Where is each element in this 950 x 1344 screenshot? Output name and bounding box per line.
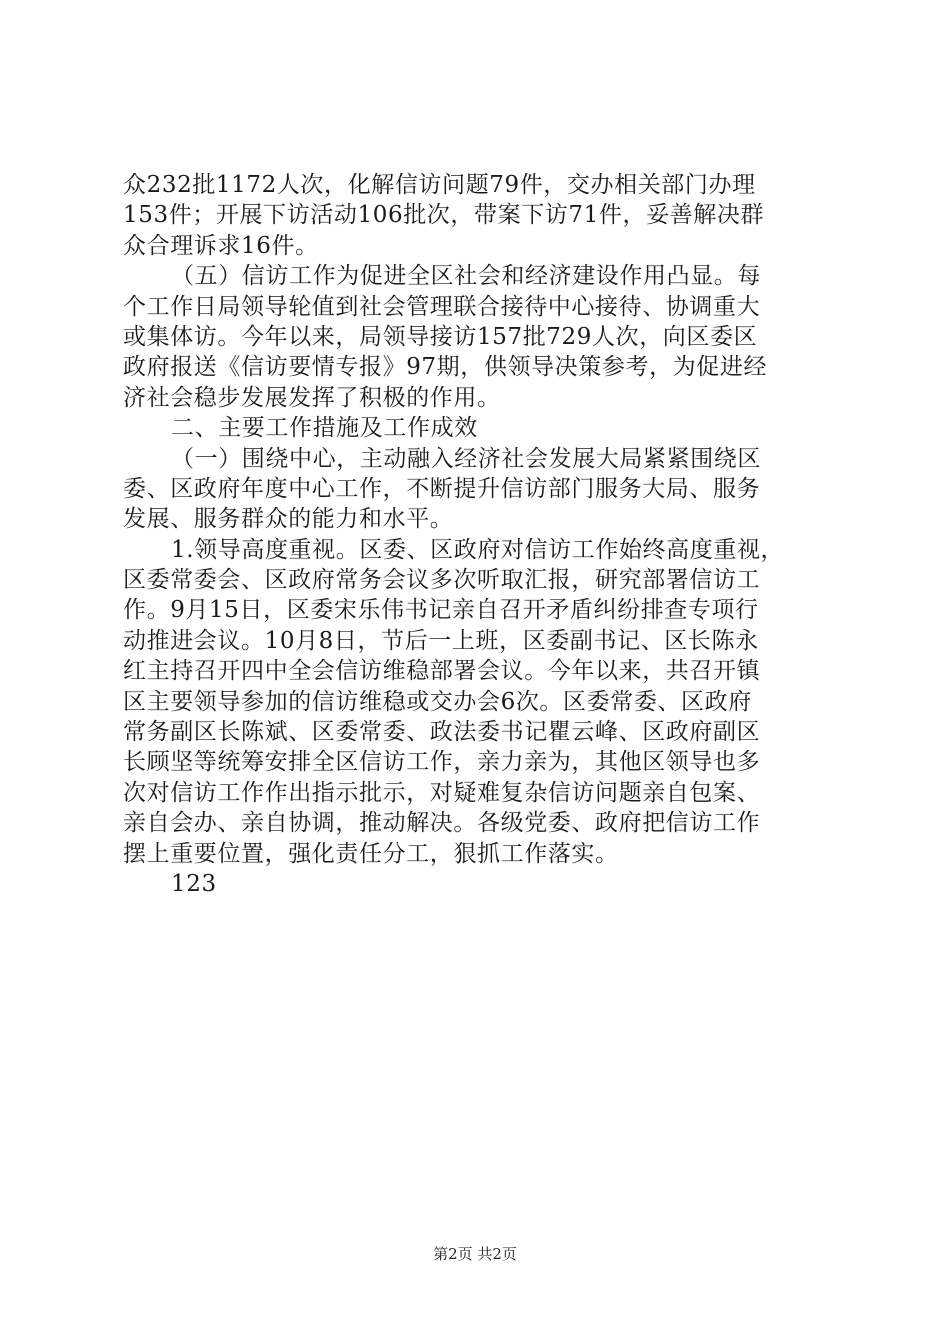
text-line: 摆上重要位置，强化责任分工，狠抓工作落实。 [123,840,619,867]
text-line: 常务副区长陈斌、区委常委、政法委书记瞿云峰、区政府副区 [123,719,761,746]
text-line: 二、主要工作措施及工作成效 [171,415,478,442]
text-line: 作。9月15日，区委宋乐伟书记亲自召开矛盾纠纷排查专项行 [123,597,759,624]
text-line: 动推进会议。10月8日，节后一上班，区委副书记、区长陈永 [123,627,759,654]
text-line: 政府报送《信访要情专报》97期，供领导决策参考，为促进经 [123,354,768,381]
text-line: 或集体访。今年以来，局领导接访157批729人次，向区委区 [123,323,758,350]
text-line: 153件；开展下访活动106批次，带案下访71件，妥善解决群 [123,202,765,229]
text-line: 发展、服务群众的能力和水平。 [123,506,454,533]
page-footer: 第2页 共2页 [433,1245,517,1263]
text-line: 区主要领导参加的信访维稳或交办会6次。区委常委、区政府 [123,688,752,715]
text-line: 次对信访工作作出指示批示，对疑难复杂信访问题亲自包案、 [123,779,761,806]
text-line: 1.领导高度重视。区委、区政府对信访工作始终高度重视， [171,536,785,563]
text-line: 众合理诉求16件。 [123,232,319,259]
text-line: 众232批1172人次，化解信访问题79件，交办相关部门办理 [123,172,756,198]
text-line: 区委常委会、区政府常务会议多次听取汇报，研究部署信访工 [123,567,761,594]
text-line: 济社会稳步发展发挥了积极的作用。 [123,384,501,411]
text-line: （一）围绕中心，主动融入经济社会发展大局紧紧围绕区 [171,445,761,472]
text-line: 委、区政府年度中心工作，不断提升信访部门服务大局、服务 [123,475,761,502]
text-line: 个工作日局领导轮值到社会管理联合接待中心接待、协调重大 [123,293,761,320]
text-line: （五）信访工作为促进全区社会和经济建设作用凸显。每 [171,263,761,290]
text-line: 亲自会办、亲自协调，推动解决。各级党委、政府把信访工作 [123,810,761,837]
document-body [123,170,835,899]
text-line: 123 [171,870,217,897]
text-line: 长顾坚等统筹安排全区信访工作，亲力亲为，其他区领导也多 [123,749,761,776]
text-line: 红主持召开四中全会信访维稳部署会议。今年以来，共召开镇 [123,658,761,685]
